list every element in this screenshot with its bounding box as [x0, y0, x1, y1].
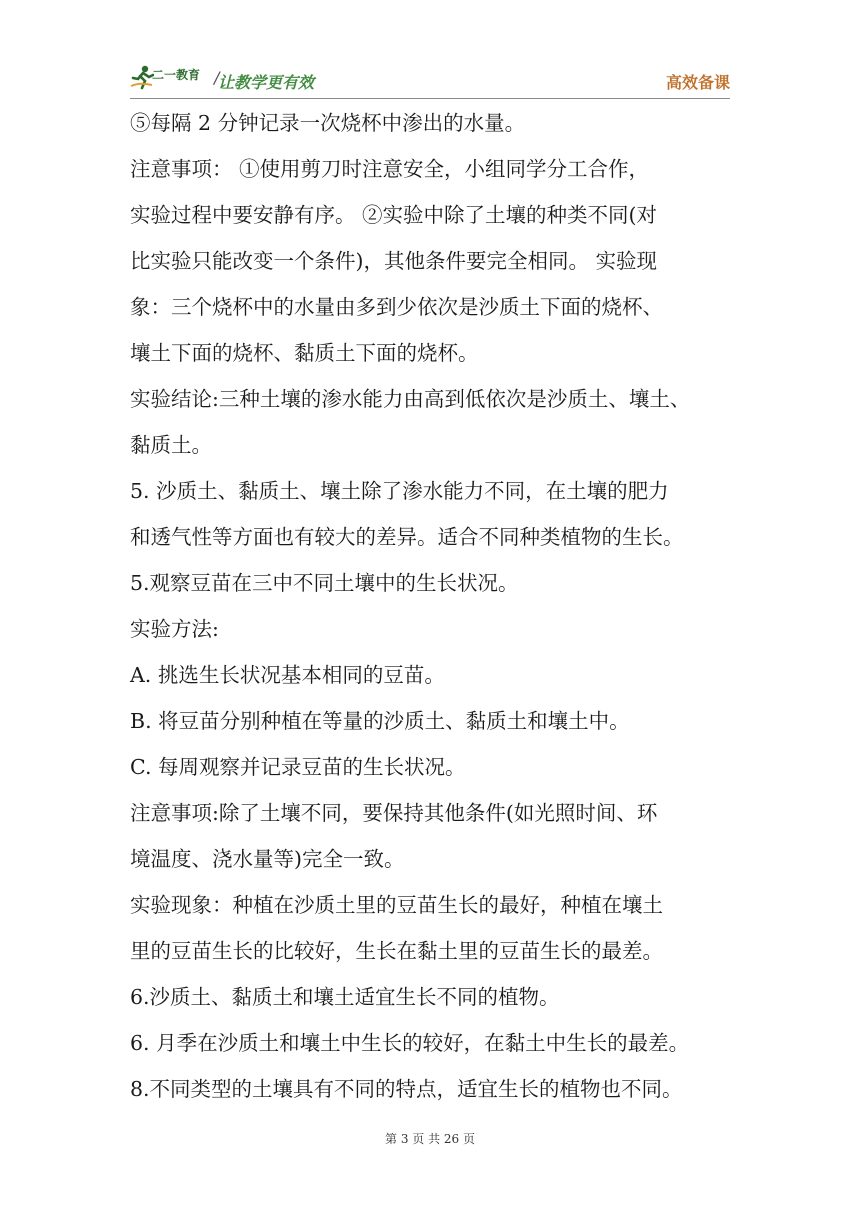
header-slogan: 让教学更有效: [218, 73, 315, 92]
text-line: B. 将豆苗分别种植在等量的沙质土、黏质土和壤土中。: [130, 709, 630, 733]
text-line: 比实验只能改变一个条件)，其他条件要完全相同。 实验现: [130, 249, 658, 273]
header-tag: 高效备课: [665, 73, 730, 92]
text-line: 实验结论:三种土壤的渗水能力由高到低依次是沙质土、壤土、: [130, 387, 691, 411]
text-line: 6. 月季在沙质土和壤土中生长的较好，在黏土中生长的最差。: [130, 1031, 690, 1055]
document-body: [130, 100, 750, 1112]
logo-text: 二一教育: [152, 68, 201, 82]
text-line: 和透气性等方面也有较大的差异。适合不同种类植物的生长。: [130, 525, 684, 549]
text-line: 注意事项:除了土壤不同，要保持其他条件(如光照时间、环: [130, 801, 658, 825]
text-line: C. 每周观察并记录豆苗的生长状况。: [130, 755, 466, 779]
text-line: 注意事项： ①使用剪刀时注意安全，小组同学分工合作，: [130, 157, 650, 181]
text-line: 境温度、浇水量等)完全一致。: [130, 847, 405, 871]
text-line: 实验现象：种植在沙质土里的豆苗生长的最好，种植在壤土: [130, 893, 663, 917]
text-line: 5. 沙质土、黏质土、壤土除了渗水能力不同，在土壤的肥力: [130, 479, 669, 503]
runner-logo-icon: [130, 64, 154, 90]
text-line: ⑤每隔 2 分钟记录一次烧杯中渗出的水量。: [130, 111, 526, 135]
text-line: 实验方法:: [130, 617, 219, 641]
page-number: 第 3 页 共 26 页: [385, 1132, 475, 1146]
text-line: 里的豆苗生长的比较好，生长在黏土里的豆苗生长的最差。: [130, 939, 663, 963]
text-line: A. 挑选生长状况基本相同的豆苗。: [130, 663, 445, 687]
logo: [130, 64, 216, 90]
page-header: [130, 62, 730, 99]
text-line: 象：三个烧杯中的水量由多到少依次是沙质土下面的烧杯、: [130, 295, 663, 319]
header-divider: /: [214, 68, 220, 87]
text-line: 黏质土。: [130, 433, 212, 457]
text-line: 5.观察豆苗在三中不同土壤中的生长状况。: [130, 571, 519, 595]
text-line: 实验过程中要安静有序。 ②实验中除了土壤的种类不同(对: [130, 203, 658, 227]
text-line: 壤土下面的烧杯、黏质土下面的烧杯。: [130, 341, 479, 365]
text-line: 6.沙质土、黏质土和壤土适宜生长不同的植物。: [130, 985, 560, 1009]
text-line: 8.不同类型的土壤具有不同的特点，适宜生长的植物也不同。: [130, 1077, 683, 1101]
